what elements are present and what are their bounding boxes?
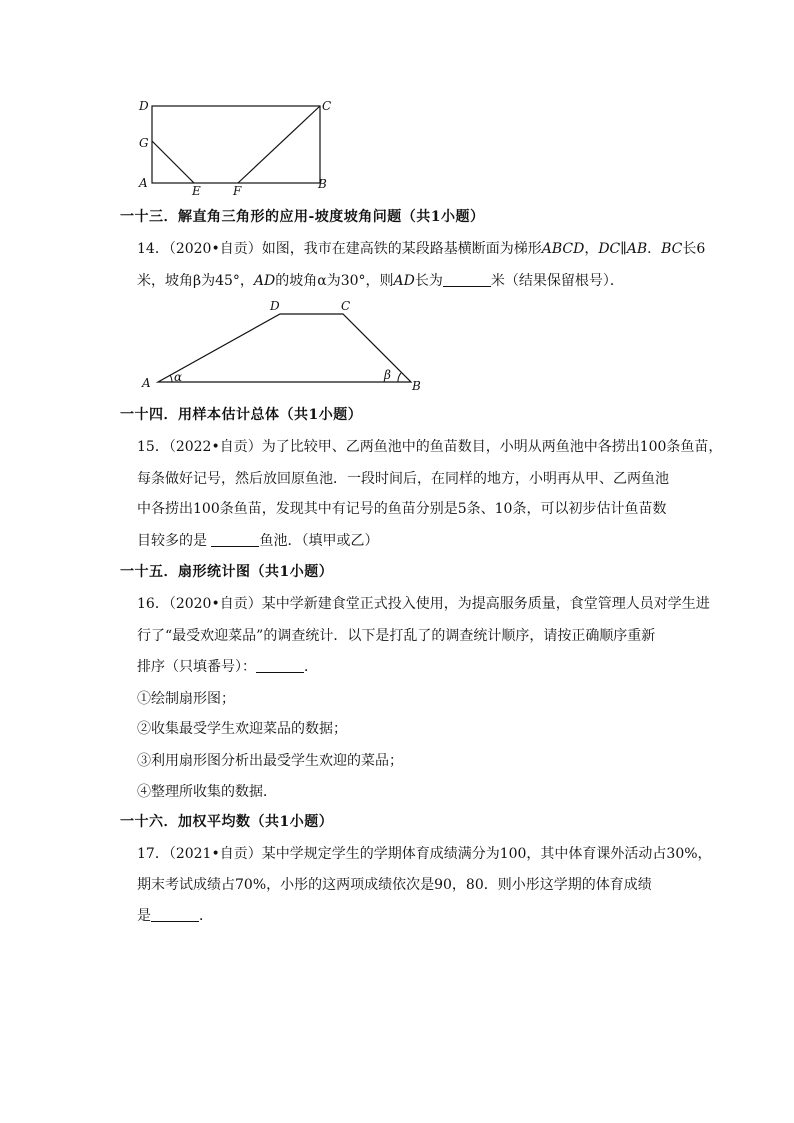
angle-beta-arc	[398, 373, 401, 382]
answer-blank-16[interactable]	[256, 658, 304, 673]
label-beta: β	[384, 368, 391, 382]
q14-dc-parallel-ab: DC∥AB	[598, 241, 648, 257]
q14-text: 长为	[414, 273, 443, 289]
question-16-line-2: 行了“最受欢迎菜品”的调查统计．以下是打乱了的调查统计顺序，请按正确顺序重新	[137, 628, 656, 644]
q14-ad: AD	[253, 273, 276, 289]
label-c: C	[322, 99, 332, 113]
q14-text: 的坡角α为30°，则	[275, 273, 394, 289]
question-15-line-1: 15．（2022•自贡）为了比较甲、乙两鱼池中的鱼苗数目，小明从两鱼池中各捞出100条鱼苗，	[137, 439, 723, 455]
q14-text: 米（结果保留根号）．	[490, 273, 624, 289]
question-15-line-4	[137, 530, 378, 550]
answer-blank-14[interactable]	[443, 272, 491, 287]
q17-text: ．	[199, 908, 213, 924]
question-16-line-3	[137, 656, 318, 676]
label-d: D	[139, 99, 149, 113]
answer-blank-17[interactable]	[151, 907, 199, 922]
angle-alpha-arc	[170, 375, 172, 382]
question-17-line-3	[137, 905, 213, 925]
q14-text: 米，坡角β为45°，	[137, 273, 254, 289]
section-16-title: 一十六．加权平均数（共1小题）	[120, 814, 334, 830]
question-15-line-3: 中各捞出100条鱼苗，发现其中有记号的鱼苗分别是5条、10条，可以初步估计鱼苗数	[137, 501, 667, 517]
q15-text: 鱼池．（填甲或乙）	[259, 533, 379, 549]
label-d2: D	[270, 299, 280, 313]
label-a: A	[139, 176, 148, 190]
answer-blank-15[interactable]	[211, 532, 259, 547]
question-15-line-2: 每条做好记号，然后放回原鱼池．一段时间后，在同样的地方，小明再从甲、乙两鱼池	[137, 471, 669, 487]
q14-ad: AD	[393, 273, 415, 289]
question-16-option-4: ④整理所收集的数据．	[137, 784, 277, 800]
question-14-line-1	[137, 238, 705, 258]
q14-text: 长6	[682, 241, 706, 257]
question-17-line-1: 17．（2021•自贡）某中学规定学生的学期体育成绩满分为100，其中体育课外活动占30%，	[137, 846, 712, 862]
question-17-line-2: 期末考试成绩占70%，小彤的这两项成绩依次是90，80．则小彤这学期的体育成绩	[137, 877, 652, 893]
question-16-option-2: ②收集最受学生欢迎菜品的数据；	[137, 721, 347, 737]
label-b2: B	[412, 379, 421, 393]
trapezoid-figure	[135, 295, 435, 395]
trapezoid-abcd	[158, 314, 411, 382]
rectangle-figure	[130, 95, 340, 200]
label-e: E	[192, 184, 201, 198]
segment-fc	[238, 106, 320, 183]
question-16-option-1: ①绘制扇形图；	[137, 691, 235, 707]
q14-bc: BC	[661, 241, 683, 257]
q14-text: 14．（2020•自贡）如图，我市在建高铁的某段路基横断面为梯形	[137, 241, 542, 257]
q15-text: 目较多的是	[137, 533, 207, 549]
question-16-line-1: 16．（2020•自贡）某中学新建食堂正式投入使用，为提高服务质量，食堂管理人员对学生进	[137, 596, 710, 612]
label-a2: A	[142, 376, 151, 390]
label-alpha: α	[174, 370, 183, 384]
q14-text: ．	[647, 241, 662, 257]
q14-text: ，	[584, 241, 599, 257]
label-g: G	[139, 136, 149, 150]
section-14-title: 一十四．用样本估计总体（共1小题）	[120, 407, 363, 423]
q16-text: 排序（只填番号）：	[137, 659, 256, 675]
section-13-title: 一十三．解直角三角形的应用-坡度坡角问题（共1小题）	[120, 209, 485, 225]
segment-ge	[152, 141, 194, 183]
q14-abcd: ABCD	[541, 241, 585, 257]
q16-text: ．	[304, 659, 318, 675]
q17-text: 是	[137, 908, 151, 924]
label-c2: C	[341, 299, 351, 313]
label-b: B	[318, 177, 327, 191]
question-16-option-3: ③利用扇形图分析出最受学生欢迎的菜品；	[137, 753, 403, 769]
rectangle-abcd	[152, 106, 320, 183]
question-14-line-2	[137, 270, 624, 290]
label-f: F	[233, 184, 242, 198]
section-15-title: 一十五．扇形统计图（共1小题）	[120, 564, 334, 580]
